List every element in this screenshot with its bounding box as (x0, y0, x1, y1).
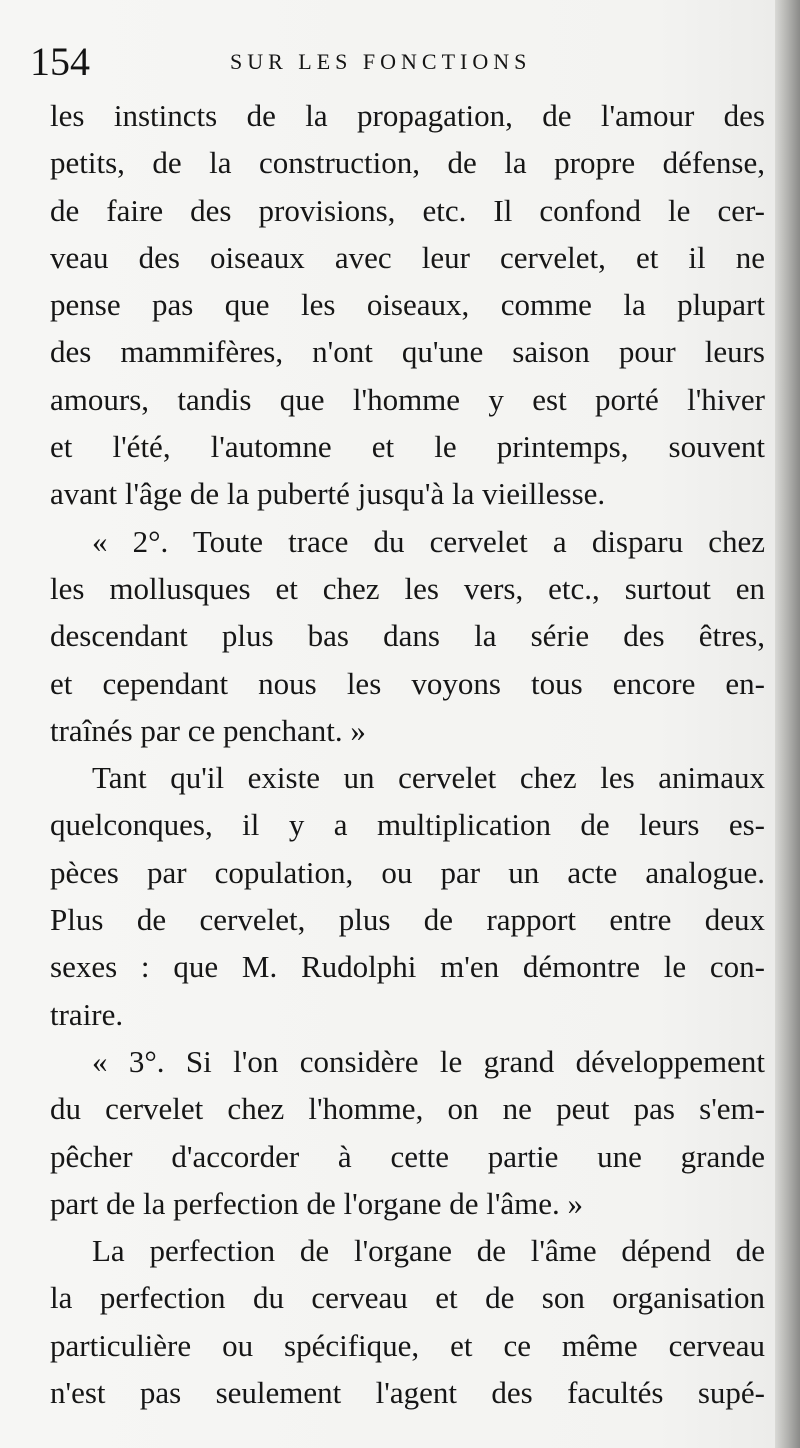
text-line: part de la perfection de l'organe de l'âme. » (50, 1185, 584, 1221)
text-line: amours, tandis que l'homme y est porté l'hiver (50, 381, 765, 417)
text-line: petits, de la construction, de la propre défense, (50, 145, 765, 181)
text-line: de faire des provisions, etc. Il confond le cer- (50, 192, 765, 228)
text-line: et l'été, l'automne et le printemps, souvent (50, 429, 765, 465)
text-line: pèces par copulation, ou par un acte analogue. (50, 854, 765, 890)
text-line: traire. (50, 996, 124, 1032)
text-line: pense pas que les oiseaux, comme la plupart (50, 287, 765, 323)
page-header (30, 36, 770, 88)
text-line: du cervelet chez l'homme, on ne peut pas s'em- (50, 1091, 765, 1127)
text-line: les mollusques et chez les vers, etc., surtout en (50, 570, 765, 606)
book-spine-shadow (775, 0, 800, 1448)
text-line: Tant qu'il existe un cervelet chez les animaux (92, 760, 765, 796)
body-text (50, 92, 765, 1416)
text-line: sexes : que M. Rudolphi m'en démontre le con- (50, 949, 765, 985)
text-line: Plus de cervelet, plus de rapport entre deux (50, 902, 765, 938)
running-head: SUR LES FONCTIONS (230, 49, 532, 74)
text-line: « 2°. Toute trace du cervelet a disparu chez (92, 523, 765, 559)
text-line: et cependant nous les voyons tous encore en- (50, 665, 765, 701)
text-line: traînés par ce penchant. » (50, 712, 366, 748)
text-line: pêcher d'accorder à cette partie une grande (50, 1138, 765, 1174)
text-line: n'est pas seulement l'agent des facultés supé- (50, 1375, 765, 1411)
text-line: la perfection du cerveau et de son organisation (50, 1280, 765, 1316)
text-line: veau des oiseaux avec leur cervelet, et il ne (50, 239, 765, 275)
page-number: 154 (30, 39, 90, 84)
text-line: quelconques, il y a multiplication de leurs es- (50, 807, 765, 843)
text-line: avant l'âge de la puberté jusqu'à la vieillesse. (50, 476, 606, 512)
text-line: descendant plus bas dans la série des êtres, (50, 618, 765, 654)
text-line: « 3°. Si l'on considère le grand développement (92, 1043, 765, 1079)
text-line: La perfection de l'organe de l'âme dépend de (92, 1233, 765, 1269)
text-line: les instincts de la propagation, de l'amour des (50, 98, 765, 133)
text-line: des mammifères, n'ont qu'une saison pour leurs (50, 334, 765, 370)
text-line: particulière ou spécifique, et ce même cerveau (50, 1327, 765, 1363)
